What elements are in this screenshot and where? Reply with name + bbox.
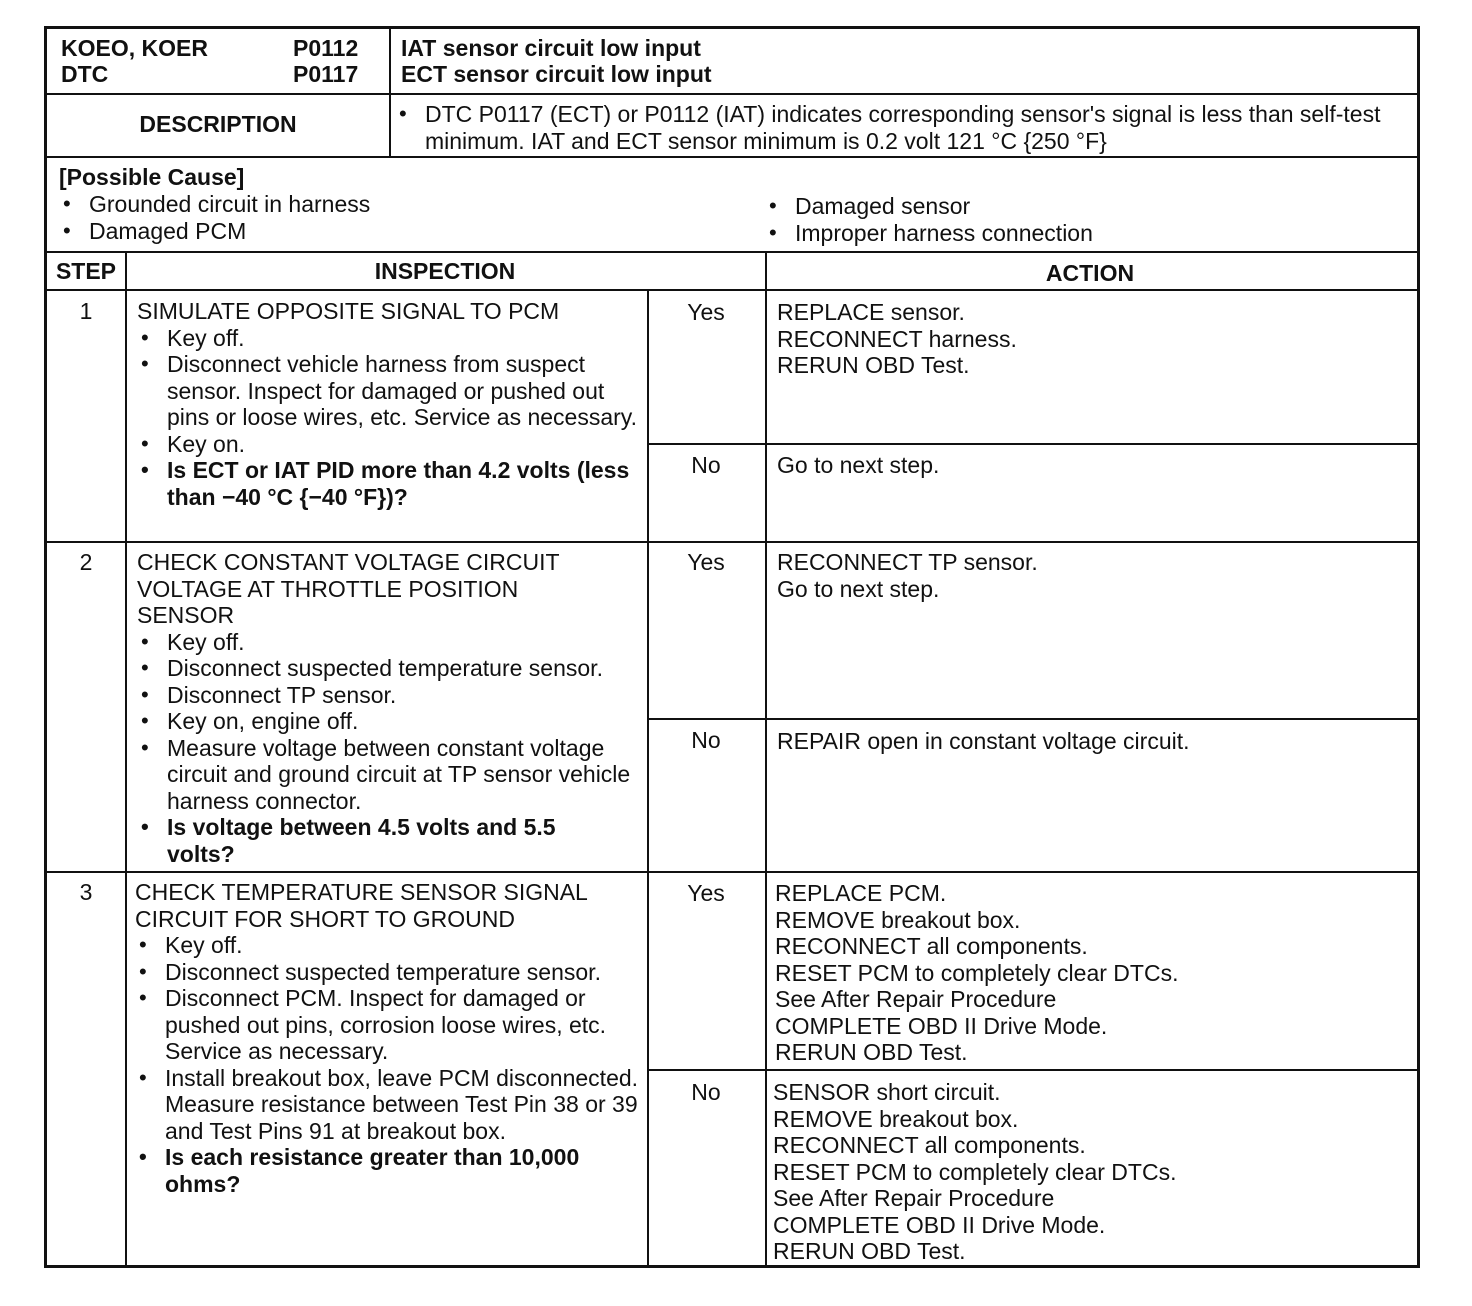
step-bullet: • Key on. [137,431,642,458]
action-line: RECONNECT TP sensor. [777,549,1038,575]
step-bullet: • Install breakout box, leave PCM disconnected. Measure resistance between Test Pin 38 or 39 and Test Pins 91 at breakout box. [135,1065,640,1145]
yes-label: Yes [687,880,725,906]
title-ect: ECT sensor circuit low input [401,61,712,87]
step-bullet: • Disconnect PCM. Inspect for damaged or pushed out pins, corrosion loose wires, etc. Service as necessary. [135,985,640,1065]
col-step: STEP [55,258,117,284]
col-inspection: INSPECTION [374,258,516,284]
action-line: RECONNECT all components. [773,1132,1086,1158]
action-line: COMPLETE OBD II Drive Mode. [773,1211,1106,1238]
action-line: See After Repair Procedure [775,986,1057,1012]
step-question: • Is voltage between 4.5 volts and 5.5 volts? [137,814,642,867]
step-bullet: • Disconnect suspected temperature sensor. [137,655,642,682]
action-line: Go to next step. [777,575,940,602]
step-number: 1 [79,298,93,324]
cause-item: • Improper harness connection [765,220,1365,247]
step-bullet: • Disconnect TP sensor. [137,682,642,709]
action-line: REPLACE PCM. [775,880,947,906]
step-question: • Is each resistance greater than 10,000 ohms? [135,1144,640,1197]
step-bullet: • Disconnect suspected temperature sensor. [135,959,640,986]
action-line: REPLACE sensor. [777,299,965,325]
mode-label: KOEO, KOER [61,35,208,61]
step-bullet: • Disconnect vehicle harness from suspect sensor. Inspect for damaged or pushed out pins or loose wires, etc. Service as necessary. [137,351,642,431]
no-label: No [691,452,721,478]
step-bullet: • Key off. [137,325,642,352]
yes-label: Yes [687,299,725,325]
no-label: No [691,727,721,753]
step-title: SIMULATE OPPOSITE SIGNAL TO PCM [137,298,560,324]
cause-item: • Damaged sensor [765,193,1365,220]
action-line: REMOVE breakout box. [773,1105,1019,1132]
step-title: CHECK CONSTANT VOLTAGE CIRCUIT VOLTAGE AT THROTTLE POSITION SENSOR [137,549,560,628]
action-line: RERUN OBD Test. [775,1039,968,1065]
action-line: COMPLETE OBD II Drive Mode. [775,1012,1108,1039]
dtc-table [44,26,1420,1268]
action-line: REMOVE breakout box. [775,906,1021,933]
step-bullet: • Key on, engine off. [137,708,642,735]
action-line: Go to next step. [777,452,940,478]
possible-cause-title: [Possible Cause] [59,164,245,190]
col-action: ACTION [1045,260,1135,286]
cause-item: • Damaged PCM [59,218,659,245]
no-label: No [691,1079,721,1105]
yes-label: Yes [687,549,725,575]
step-bullet: • Key off. [137,629,642,656]
action-line: See After Repair Procedure [773,1185,1055,1211]
step-title: CHECK TEMPERATURE SENSOR SIGNAL CIRCUIT FOR SHORT TO GROUND [135,879,587,932]
description-text: • DTC P0117 (ECT) or P0112 (IAT) indicates corresponding sensor's signal is less than self-test minimum. IAT and ECT sensor minimum is 0.2 volt 121 °C {250 °F} [395,101,1395,154]
step-question: • Is ECT or IAT PID more than 4.2 volts (less than −40 °C {−40 °F})? [137,457,642,510]
cause-item: • Grounded circuit in harness [59,191,659,218]
code-p0112: P0112 [293,35,359,61]
action-line: SENSOR short circuit. [773,1079,1001,1105]
action-line: RESET PCM to completely clear DTCs. [773,1158,1177,1185]
action-line: RECONNECT all components. [775,933,1088,959]
dtc-label: DTC [61,61,109,87]
step-number: 3 [79,879,93,905]
description-label: DESCRIPTION [139,111,297,137]
step-bullet: • Key off. [135,932,640,959]
action-line: RECONNECT harness. [777,325,1017,352]
action-line: RERUN OBD Test. [773,1238,966,1264]
step-number: 2 [79,549,93,575]
code-p0117: P0117 [293,61,359,87]
action-line: RERUN OBD Test. [777,352,970,378]
step-bullet: • Measure voltage between constant voltage circuit and ground circuit at TP sensor vehicle harness connector. [137,735,642,815]
action-line: REPAIR open in constant voltage circuit. [777,728,1190,754]
title-iat: IAT sensor circuit low input [401,35,701,61]
action-line: RESET PCM to completely clear DTCs. [775,959,1179,986]
